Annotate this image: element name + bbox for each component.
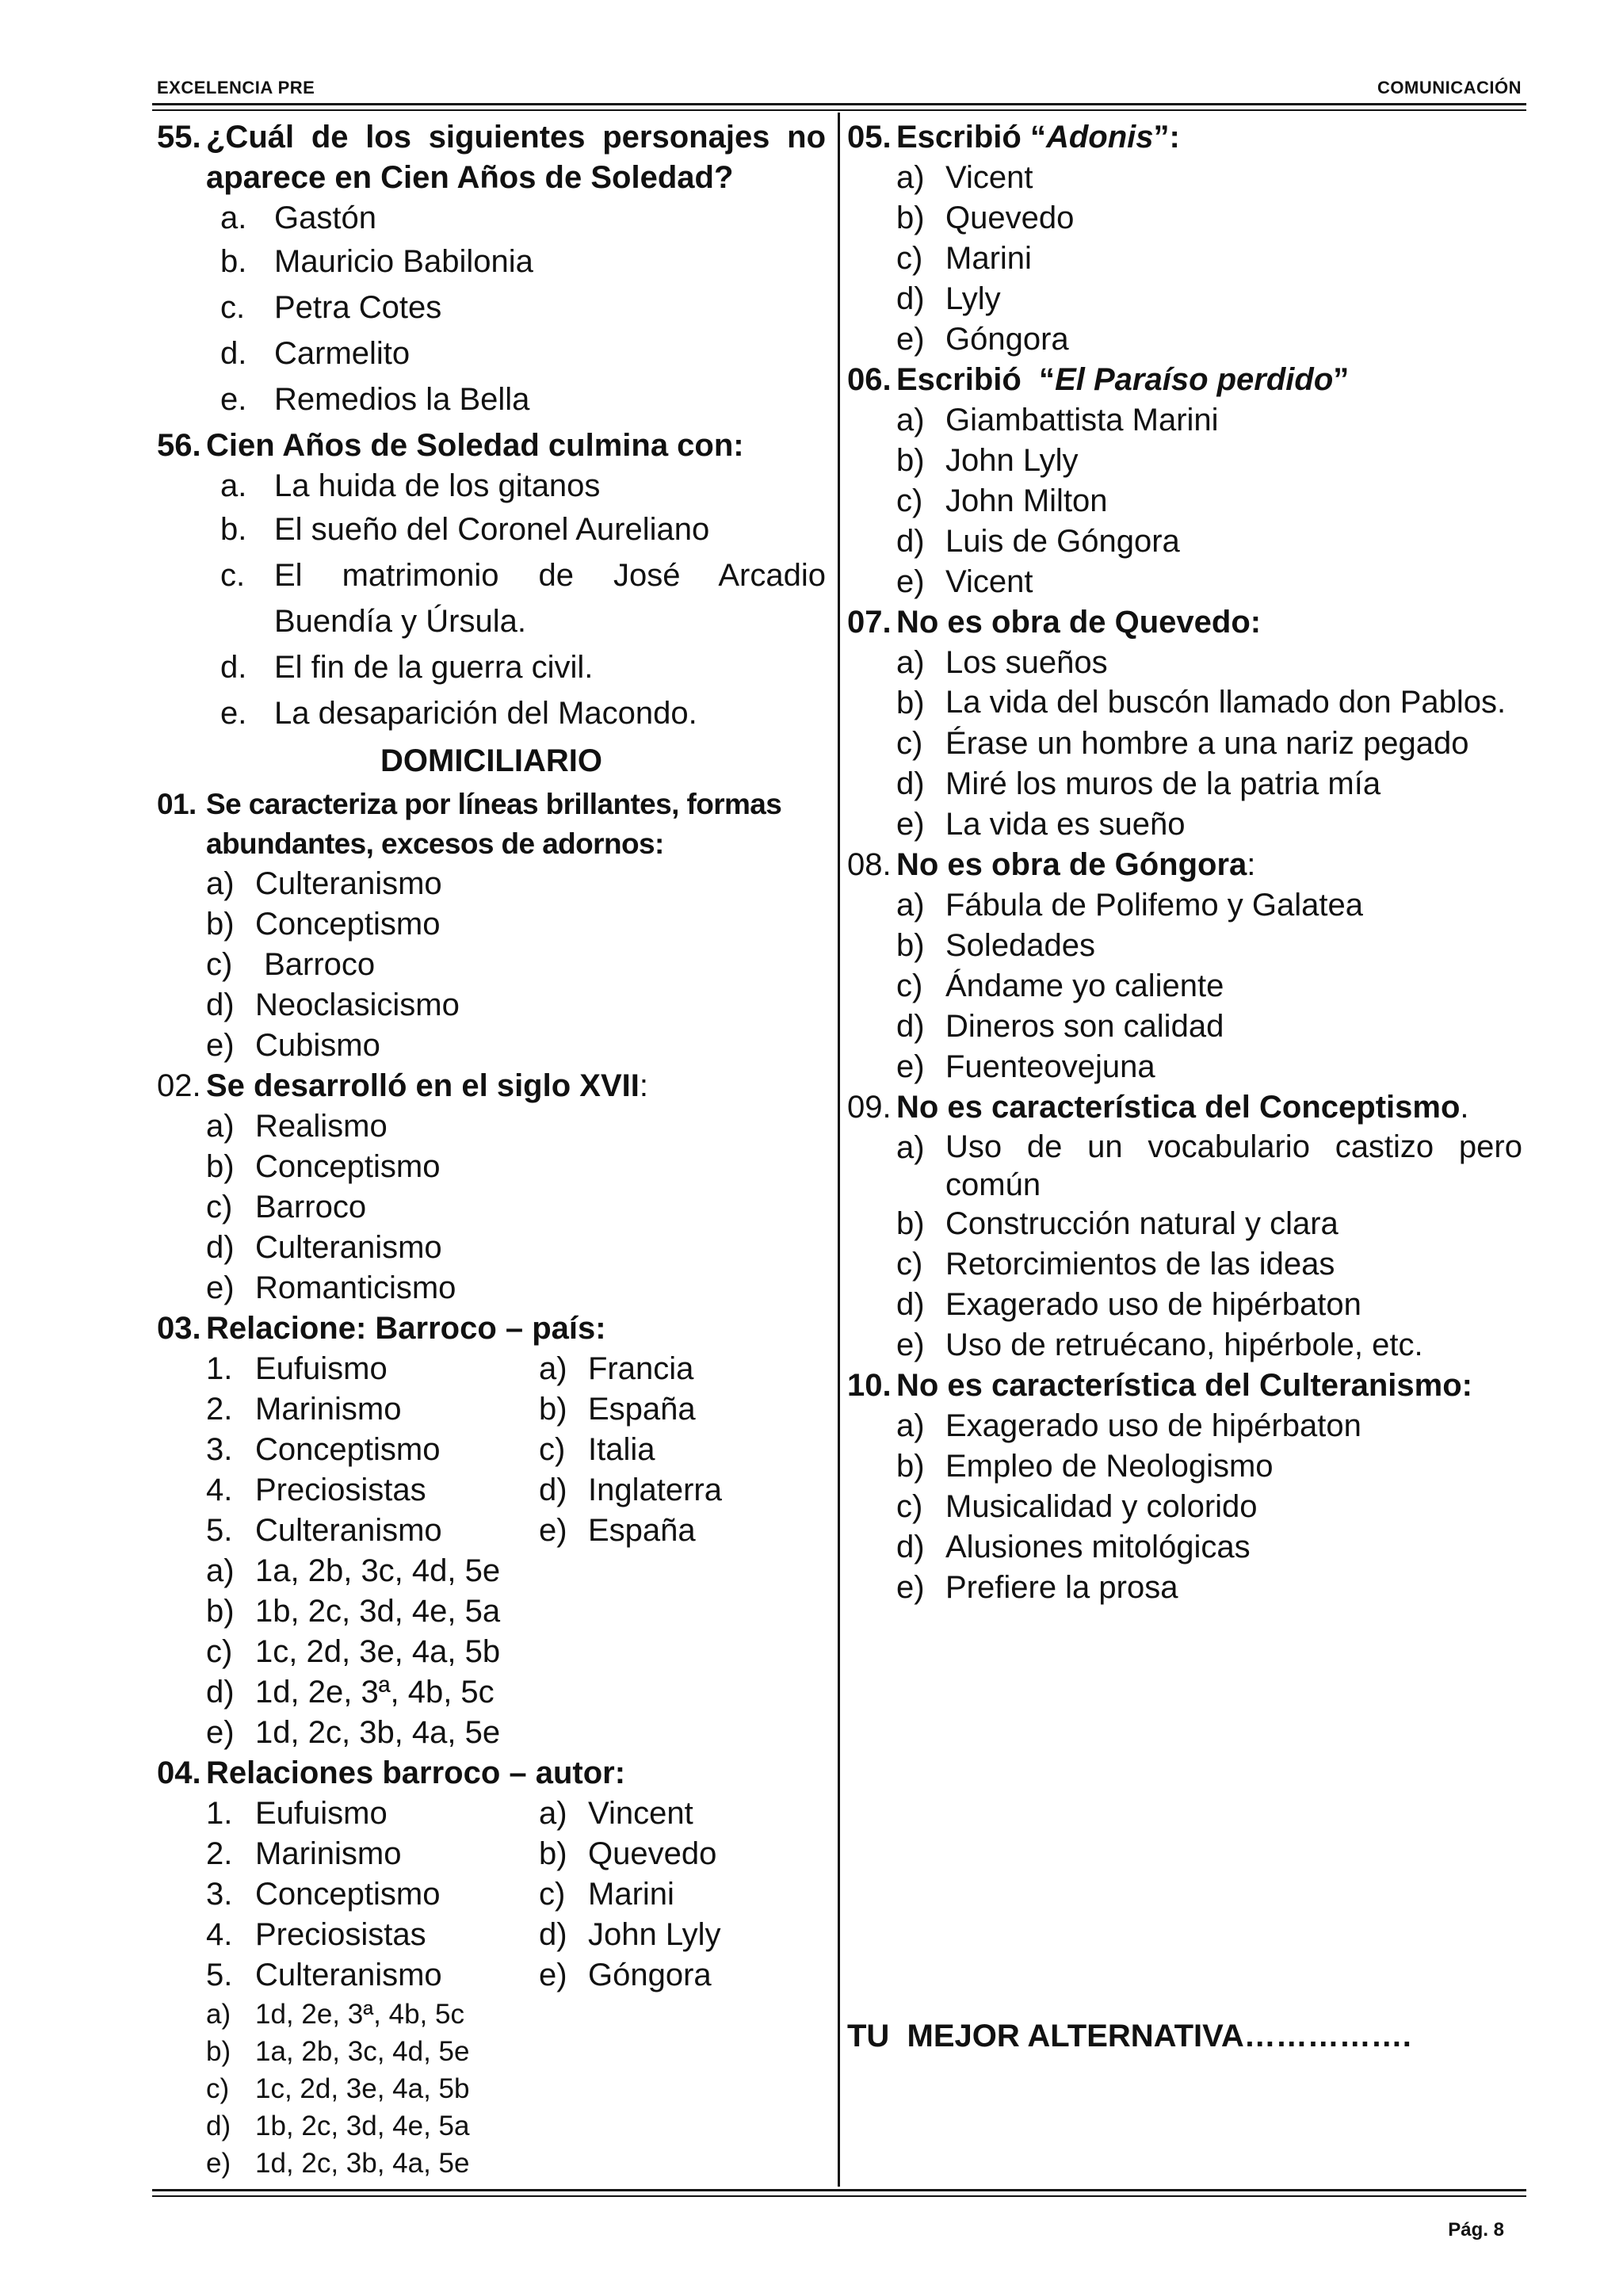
option: c) Marini (896, 241, 1032, 276)
question-number: 09. (847, 1090, 892, 1125)
question-number: 02. (157, 1068, 201, 1103)
section-title: DOMICILIARIO (380, 743, 602, 778)
header-right: COMUNICACIÓN (1377, 78, 1522, 97)
slogan: TU MEJOR ALTERNATIVA……………. (847, 2019, 1411, 2053)
option: b) Conceptismo (206, 907, 441, 942)
option: d) Alusiones mitológicas (896, 1530, 1251, 1564)
question-04 (157, 1753, 826, 1794)
question-number: 56. (157, 428, 201, 463)
footer-rule (152, 2189, 1526, 2191)
option: b) 1a, 2b, 3c, 4d, 5e (206, 2036, 470, 2067)
match-row: 1. Eufuismo a) Francia (206, 1351, 694, 1386)
option: e) Prefiere la prosa (896, 1570, 1178, 1605)
option: a) Uso de un vocabulario castizo pero común (896, 1129, 1522, 1202)
match-row: 5. Culteranismo e) España (206, 1513, 696, 1548)
question-text: Se caracteriza por líneas brillantes, formas abundantes, excesos de adornos: (206, 788, 782, 860)
option: b) Soledades (896, 928, 1096, 963)
option: d) Exagerado uso de hipérbaton (896, 1287, 1361, 1322)
option: a) Culteranismo (206, 866, 442, 901)
option: d) Culteranismo (206, 1230, 442, 1265)
option: e. Remedios la Bella (220, 382, 530, 417)
question-text: Cien Años de Soledad culmina con: (206, 428, 744, 463)
question-07 (847, 602, 1522, 643)
question-number: 06. (847, 362, 892, 397)
option: c) 1c, 2d, 3e, 4a, 5b (206, 2073, 470, 2104)
option: d) Dineros son calidad (896, 1009, 1224, 1044)
option: d) Luis de Góngora (896, 524, 1180, 559)
left-column (157, 117, 826, 2182)
option: d) Lyly (896, 281, 1001, 316)
question-number: 01. (157, 788, 197, 820)
option: e) 1d, 2c, 3b, 4a, 5e (206, 2148, 470, 2179)
match-row: 3. Conceptismo c) Marini (206, 1877, 674, 1912)
question-01 (157, 785, 826, 864)
question-06: 06. Escribió “El Paraíso perdido” (847, 360, 1522, 400)
option: a) Fábula de Polifemo y Galatea (896, 888, 1363, 923)
option: b) Quevedo (896, 201, 1075, 235)
option: a. Gastón (220, 201, 376, 235)
question-text: ¿Cuál de los siguientes personajes no aparece en Cien Años de Soledad? (206, 120, 826, 195)
option: b) John Lyly (896, 443, 1079, 478)
option: a) Vicent (896, 160, 1033, 195)
option: a) Los sueños (896, 645, 1108, 680)
option: a. La huida de los gitanos (220, 468, 601, 503)
question-56 (157, 426, 826, 466)
question-text: No es obra de Quevedo: (896, 605, 1262, 640)
option: c) Ándame yo caliente (896, 968, 1224, 1003)
option: d) Neoclasicismo (206, 988, 460, 1022)
option: e) 1d, 2c, 3b, 4a, 5e (206, 1715, 501, 1750)
match-row: 5. Culteranismo e) Góngora (206, 1958, 712, 1992)
option: c. El matrimonio de José Arcadio Buendía y Úrsula. (220, 558, 826, 639)
option: e. La desaparición del Macondo. (220, 696, 697, 731)
option: a) 1a, 2b, 3c, 4d, 5e (206, 1553, 501, 1588)
question-text: No es obra de Góngora (896, 847, 1247, 882)
option: e) Góngora (896, 322, 1069, 357)
question-text: No es característica del Conceptismo (896, 1090, 1461, 1125)
match-row: 2. Marinismo b) España (206, 1392, 696, 1427)
column-separator (838, 113, 840, 2187)
option: b) Conceptismo (206, 1149, 441, 1184)
option: e) Fuenteovejuna (896, 1049, 1155, 1084)
option: a) Realismo (206, 1109, 388, 1144)
question-text: No es característica del Culteranismo: (896, 1368, 1472, 1403)
option: d. El fin de la guerra civil. (220, 650, 594, 685)
header-left: EXCELENCIA PRE (157, 78, 315, 97)
header-rule (152, 103, 1526, 105)
option: b. El sueño del Coronel Aureliano (220, 512, 710, 547)
match-row: 3. Conceptismo c) Italia (206, 1432, 655, 1467)
question-09: 09. No es característica del Conceptismo. (847, 1087, 1522, 1128)
match-row: 2. Marinismo b) Quevedo (206, 1836, 717, 1871)
option: e) Vicent (896, 564, 1033, 599)
option: c) Retorcimientos de las ideas (896, 1247, 1335, 1282)
match-row: 4. Preciosistas d) Inglaterra (206, 1473, 722, 1507)
work-title: Adonis (1045, 120, 1154, 155)
option: e) Romanticismo (206, 1270, 456, 1305)
question-number: 55. (157, 120, 201, 155)
option: c) Barroco (206, 1190, 367, 1224)
question-10 (847, 1366, 1522, 1406)
option: c) Barroco (206, 947, 376, 982)
question-03 (157, 1308, 826, 1349)
option: d. Carmelito (220, 336, 411, 371)
option: b. Mauricio Babilonia (220, 244, 533, 279)
option: c) John Milton (896, 483, 1108, 518)
option: c. Petra Cotes (220, 290, 442, 325)
option: d) 1b, 2c, 3d, 4e, 5a (206, 2111, 470, 2141)
footer-rule-thin (152, 2195, 1526, 2197)
option: d) 1d, 2e, 3ª, 4b, 5c (206, 1675, 495, 1710)
question-text: Se desarrolló en el siglo XVII (206, 1068, 640, 1103)
question-text: Relacione: Barroco – país: (206, 1311, 606, 1346)
right-column (847, 117, 1522, 1608)
header-rule-thin (152, 109, 1526, 111)
question-number: 05. (847, 120, 892, 155)
question-number: 10. (847, 1368, 892, 1403)
option: d) Miré los muros de la patria mía (896, 766, 1381, 801)
page-number: Pág. 8 (1448, 2219, 1504, 2241)
question-number: 08. (847, 847, 892, 882)
option: e) La vida es sueño (896, 807, 1186, 842)
option: e) Cubismo (206, 1028, 380, 1063)
work-title: El Paraíso perdido (1055, 362, 1334, 397)
question-55 (157, 117, 826, 198)
option: b) Construcción natural y clara (896, 1206, 1338, 1241)
option: a) Giambattista Marini (896, 403, 1219, 437)
option: b) Empleo de Neologismo (896, 1449, 1274, 1484)
option: c) Érase un hombre a una nariz pegado (896, 726, 1469, 761)
question-05: 05. Escribió “Adonis”: (847, 117, 1522, 158)
question-number: 03. (157, 1311, 201, 1346)
option: c) 1c, 2d, 3e, 4a, 5b (206, 1634, 501, 1669)
question-02: 02. Se desarrolló en el siglo XVII: (157, 1066, 826, 1106)
question-number: 04. (157, 1755, 201, 1790)
option: b) 1b, 2c, 3d, 4e, 5a (206, 1594, 501, 1629)
option: b) La vida del buscón llamado don Pablos. (896, 685, 1507, 720)
question-number: 07. (847, 605, 892, 640)
match-row: 4. Preciosistas d) John Lyly (206, 1917, 721, 1952)
option: e) Uso de retruécano, hipérbole, etc. (896, 1328, 1423, 1362)
question-08: 08. No es obra de Góngora: (847, 845, 1522, 885)
match-row: 1. Eufuismo a) Vincent (206, 1796, 693, 1831)
question-text: Relaciones barroco – autor: (206, 1755, 626, 1790)
option: a) Exagerado uso de hipérbaton (896, 1408, 1361, 1443)
option: a) 1d, 2e, 3ª, 4b, 5c (206, 1999, 464, 2030)
option: c) Musicalidad y colorido (896, 1489, 1258, 1524)
